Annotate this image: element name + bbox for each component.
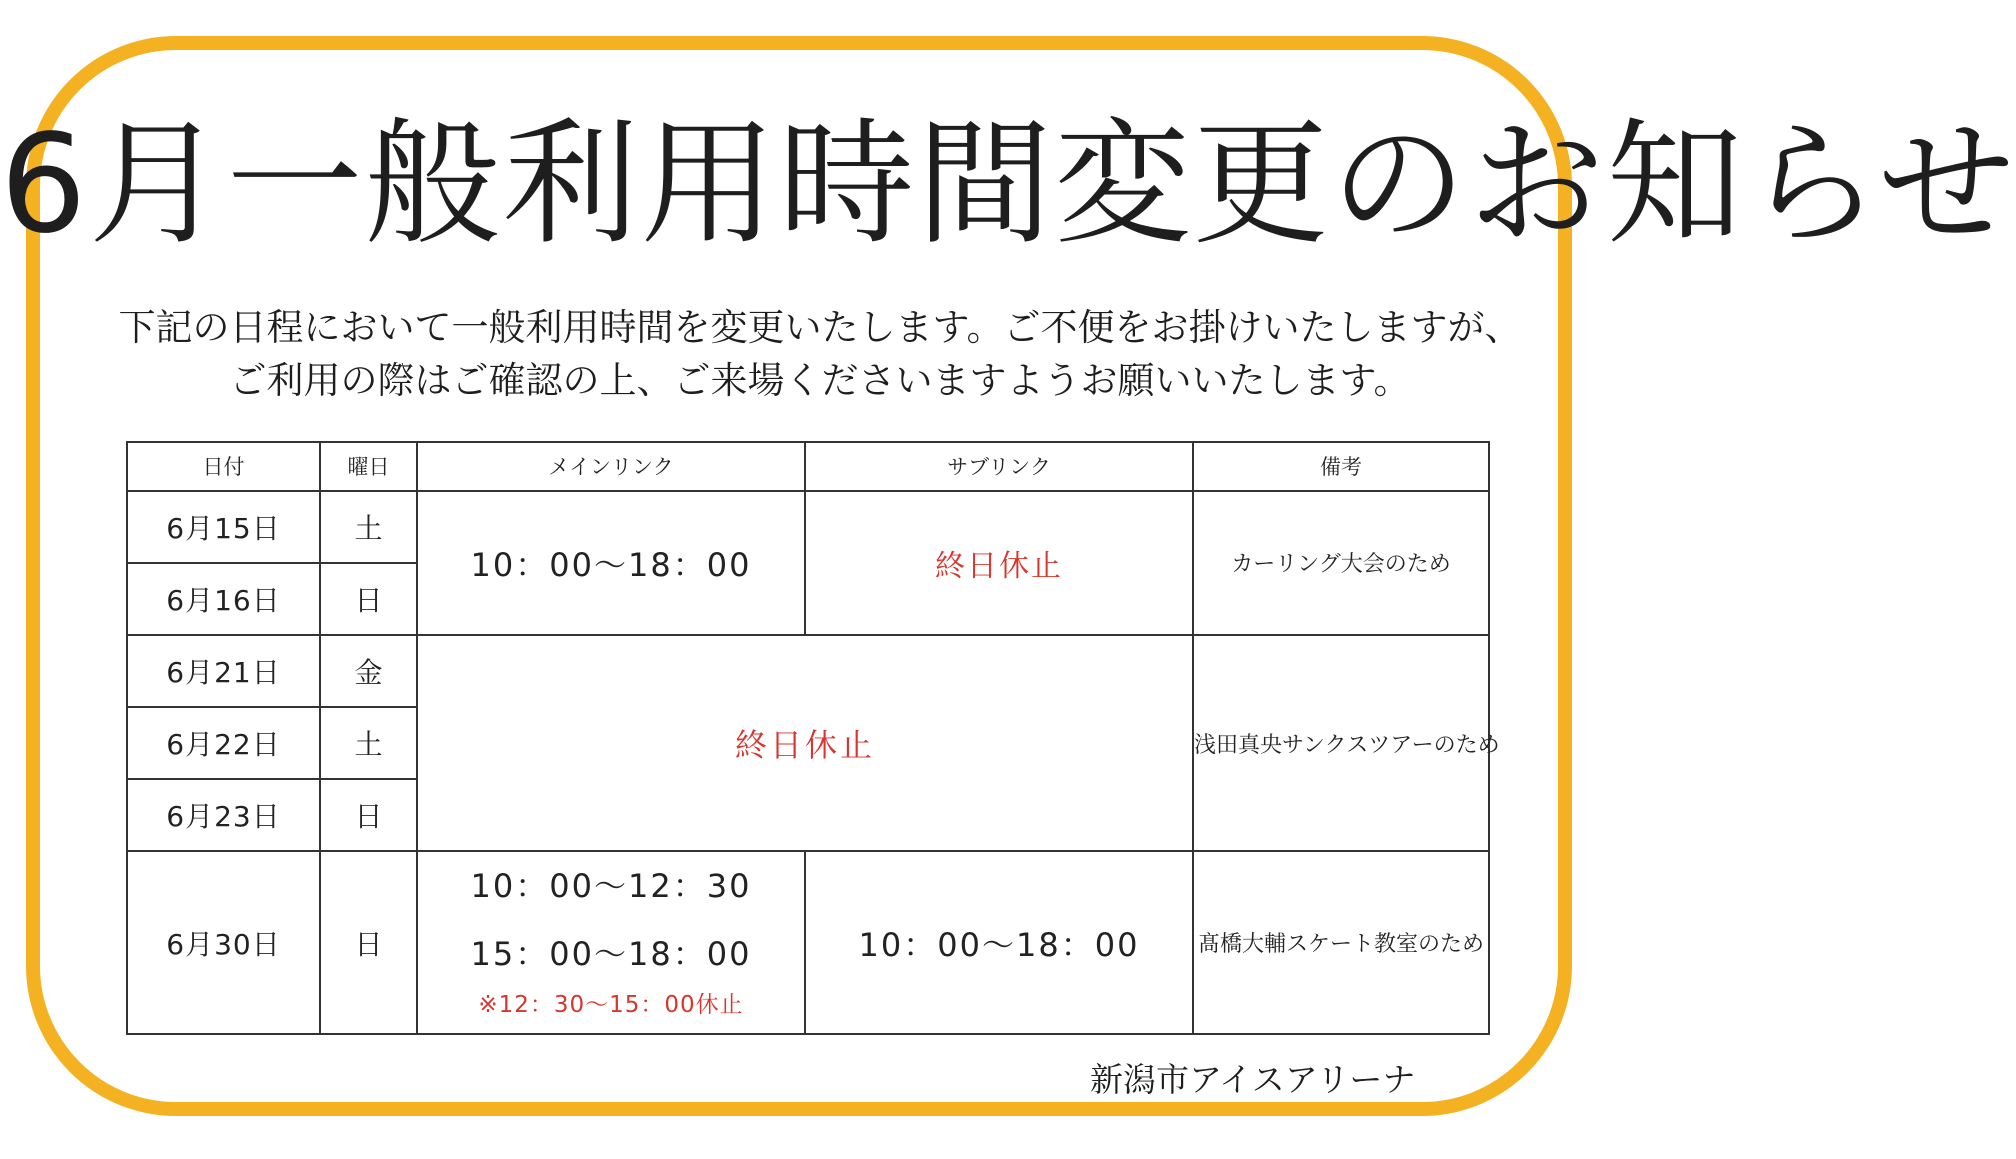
intro-line-1: 下記の日程において一般利用時間を変更いたします。ご不便をお掛けいたしますが、 [118,306,1522,349]
table-row [127,491,1489,563]
table-header-row [127,442,1489,491]
note-cell: カーリング大会のため [1193,491,1489,635]
main-time-1: 10：00〜12：30 [470,867,752,906]
dow-cell: 日 [320,779,417,851]
sub-rink-closed-cell: 終日休止 [805,491,1193,635]
date-cell: 6月23日 [127,779,320,851]
date-cell: 6月15日 [127,491,320,563]
main-rink-split-cell [417,851,805,1034]
dow-cell: 土 [320,707,417,779]
header-sub-rink: サブリンク [805,442,1193,491]
dow-cell: 日 [320,563,417,635]
header-dow: 曜日 [320,442,417,491]
all-rinks-closed-cell: 終日休止 [417,635,1193,851]
note-cell: 髙橋大輔スケート教室のため [1193,851,1489,1034]
sub-rink-cell: 10：00〜18：00 [805,851,1193,1034]
table-row [127,851,1489,1034]
notice-title: 6月一般利用時間変更のお知らせ [0,106,2016,264]
date-cell: 6月22日 [127,707,320,779]
main-break-note: ※12：30〜15：00休止 [478,992,744,1019]
dow-cell: 土 [320,491,417,563]
header-main-rink: メインリンク [417,442,805,491]
schedule-table [126,441,1500,1035]
date-cell: 6月30日 [127,851,320,1034]
main-rink-cell: 10：00〜18：00 [417,491,805,635]
date-cell: 6月21日 [127,635,320,707]
header-date: 日付 [127,442,320,491]
table-row [127,635,1489,707]
date-cell: 6月16日 [127,563,320,635]
intro-line-2: ご利用の際はご確認の上、ご来場くださいますようお願いいたします。 [229,359,1411,402]
note-cell: 浅田真央サンクスツアーのため [1193,635,1489,851]
dow-cell: 日 [320,851,417,1034]
organization-name: 新潟市アイスアリーナ [1090,1060,1416,1099]
main-time-2: 15：00〜18：00 [470,935,752,974]
dow-cell: 金 [320,635,417,707]
header-note: 備考 [1193,442,1489,491]
